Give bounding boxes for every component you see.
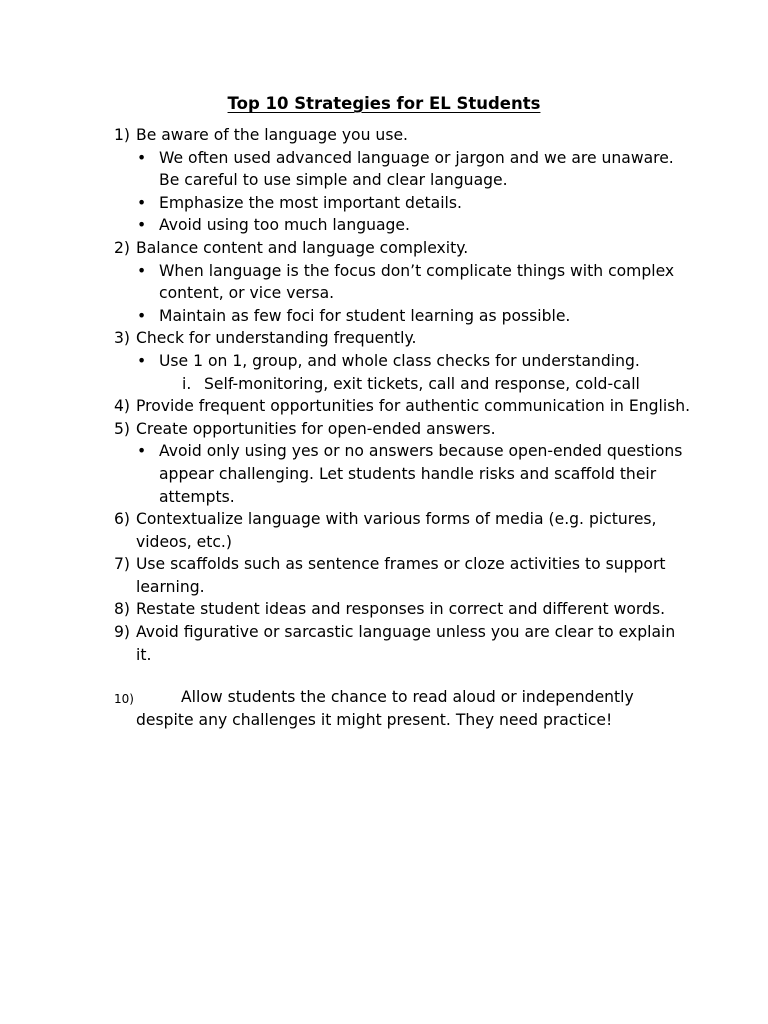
bullet-text: Emphasize the most important details.	[159, 193, 462, 212]
item-text: Create opportunities for open-ended answers.	[136, 419, 496, 438]
bullet-point	[114, 192, 694, 215]
bullet-point	[114, 214, 694, 237]
strategy-list	[114, 124, 694, 731]
list-item-5	[114, 418, 694, 441]
item-3-bullets	[114, 350, 694, 373]
list-item-2	[114, 237, 694, 260]
item-text: Provide frequent opportunities for authentic communication in English.	[136, 397, 691, 416]
bullet-text: Use 1 on 1, group, and whole class checks for understanding.	[159, 351, 640, 370]
item-5-bullets	[114, 440, 694, 508]
sub-point	[114, 373, 694, 396]
list-item-9	[114, 621, 694, 666]
bullet-point	[114, 305, 694, 328]
list-item-10	[114, 686, 694, 731]
bullet-text: Avoid using too much language.	[159, 216, 410, 235]
item-number: 2)	[114, 238, 131, 257]
bullet-icon: •	[137, 148, 147, 167]
sub-point-marker: i.	[182, 374, 192, 393]
bullet-point	[114, 260, 694, 305]
bullet-icon: •	[137, 306, 147, 325]
item-text: Allow students the chance to read aloud or independently despite any challenges it might present. They need practice!	[136, 688, 634, 729]
item-text: Be aware of the language you use.	[136, 126, 408, 144]
item-text: Use scaffolds such as sentence frames or cloze activities to support learning.	[136, 555, 666, 596]
item-number: 5)	[114, 419, 131, 438]
item-number: 6)	[114, 510, 131, 529]
item-1-bullets	[114, 147, 694, 237]
item-text: Contextualize language with various forms of media (e.g. pictures, videos, etc.)	[136, 510, 657, 551]
item-text: Avoid figurative or sarcastic language unless you are clear to explain it.	[136, 623, 676, 664]
item-number: 1)	[114, 126, 131, 144]
bullet-icon: •	[137, 442, 147, 461]
bullet-icon: •	[137, 216, 147, 235]
list-item-6	[114, 508, 694, 553]
list-item-4	[114, 395, 694, 418]
item-number: 3)	[114, 329, 131, 348]
list-item-3	[114, 327, 694, 350]
list-item-1	[114, 124, 694, 147]
item-text: Restate student ideas and responses in correct and different words.	[136, 600, 666, 619]
item-number: 10)	[114, 692, 134, 707]
bullet-icon: •	[137, 193, 147, 212]
item-number: 7)	[114, 555, 131, 574]
bullet-text: When language is the focus don’t complicate things with complex content, or vice versa.	[159, 261, 675, 303]
list-item-7	[114, 553, 694, 598]
item-text: Check for understanding frequently.	[136, 329, 417, 348]
bullet-point	[114, 440, 694, 508]
list-item-8	[114, 598, 694, 621]
bullet-point	[114, 350, 694, 373]
document-title: Top 10 Strategies for EL Students	[227, 94, 541, 113]
bullet-icon: •	[137, 351, 147, 370]
bullet-text: Avoid only using yes or no answers because open-ended questions appear challenging. Let students handle risks and scaffold their attempts.	[159, 442, 683, 506]
item-number: 8)	[114, 600, 131, 619]
bullet-icon: •	[137, 261, 147, 280]
item-2-bullets	[114, 260, 694, 328]
bullet-text: We often used advanced language or jargon and we are unaware. Be careful to use simple and clear language.	[159, 148, 674, 190]
item-number: 9)	[114, 623, 131, 642]
item-text: Balance content and language complexity.	[136, 238, 469, 257]
bullet-text: Maintain as few foci for student learning as possible.	[159, 306, 571, 325]
item-number: 4)	[114, 397, 131, 416]
bullet-point	[114, 147, 694, 192]
sub-point-text: Self-monitoring, exit tickets, call and response, cold-call	[204, 374, 640, 393]
